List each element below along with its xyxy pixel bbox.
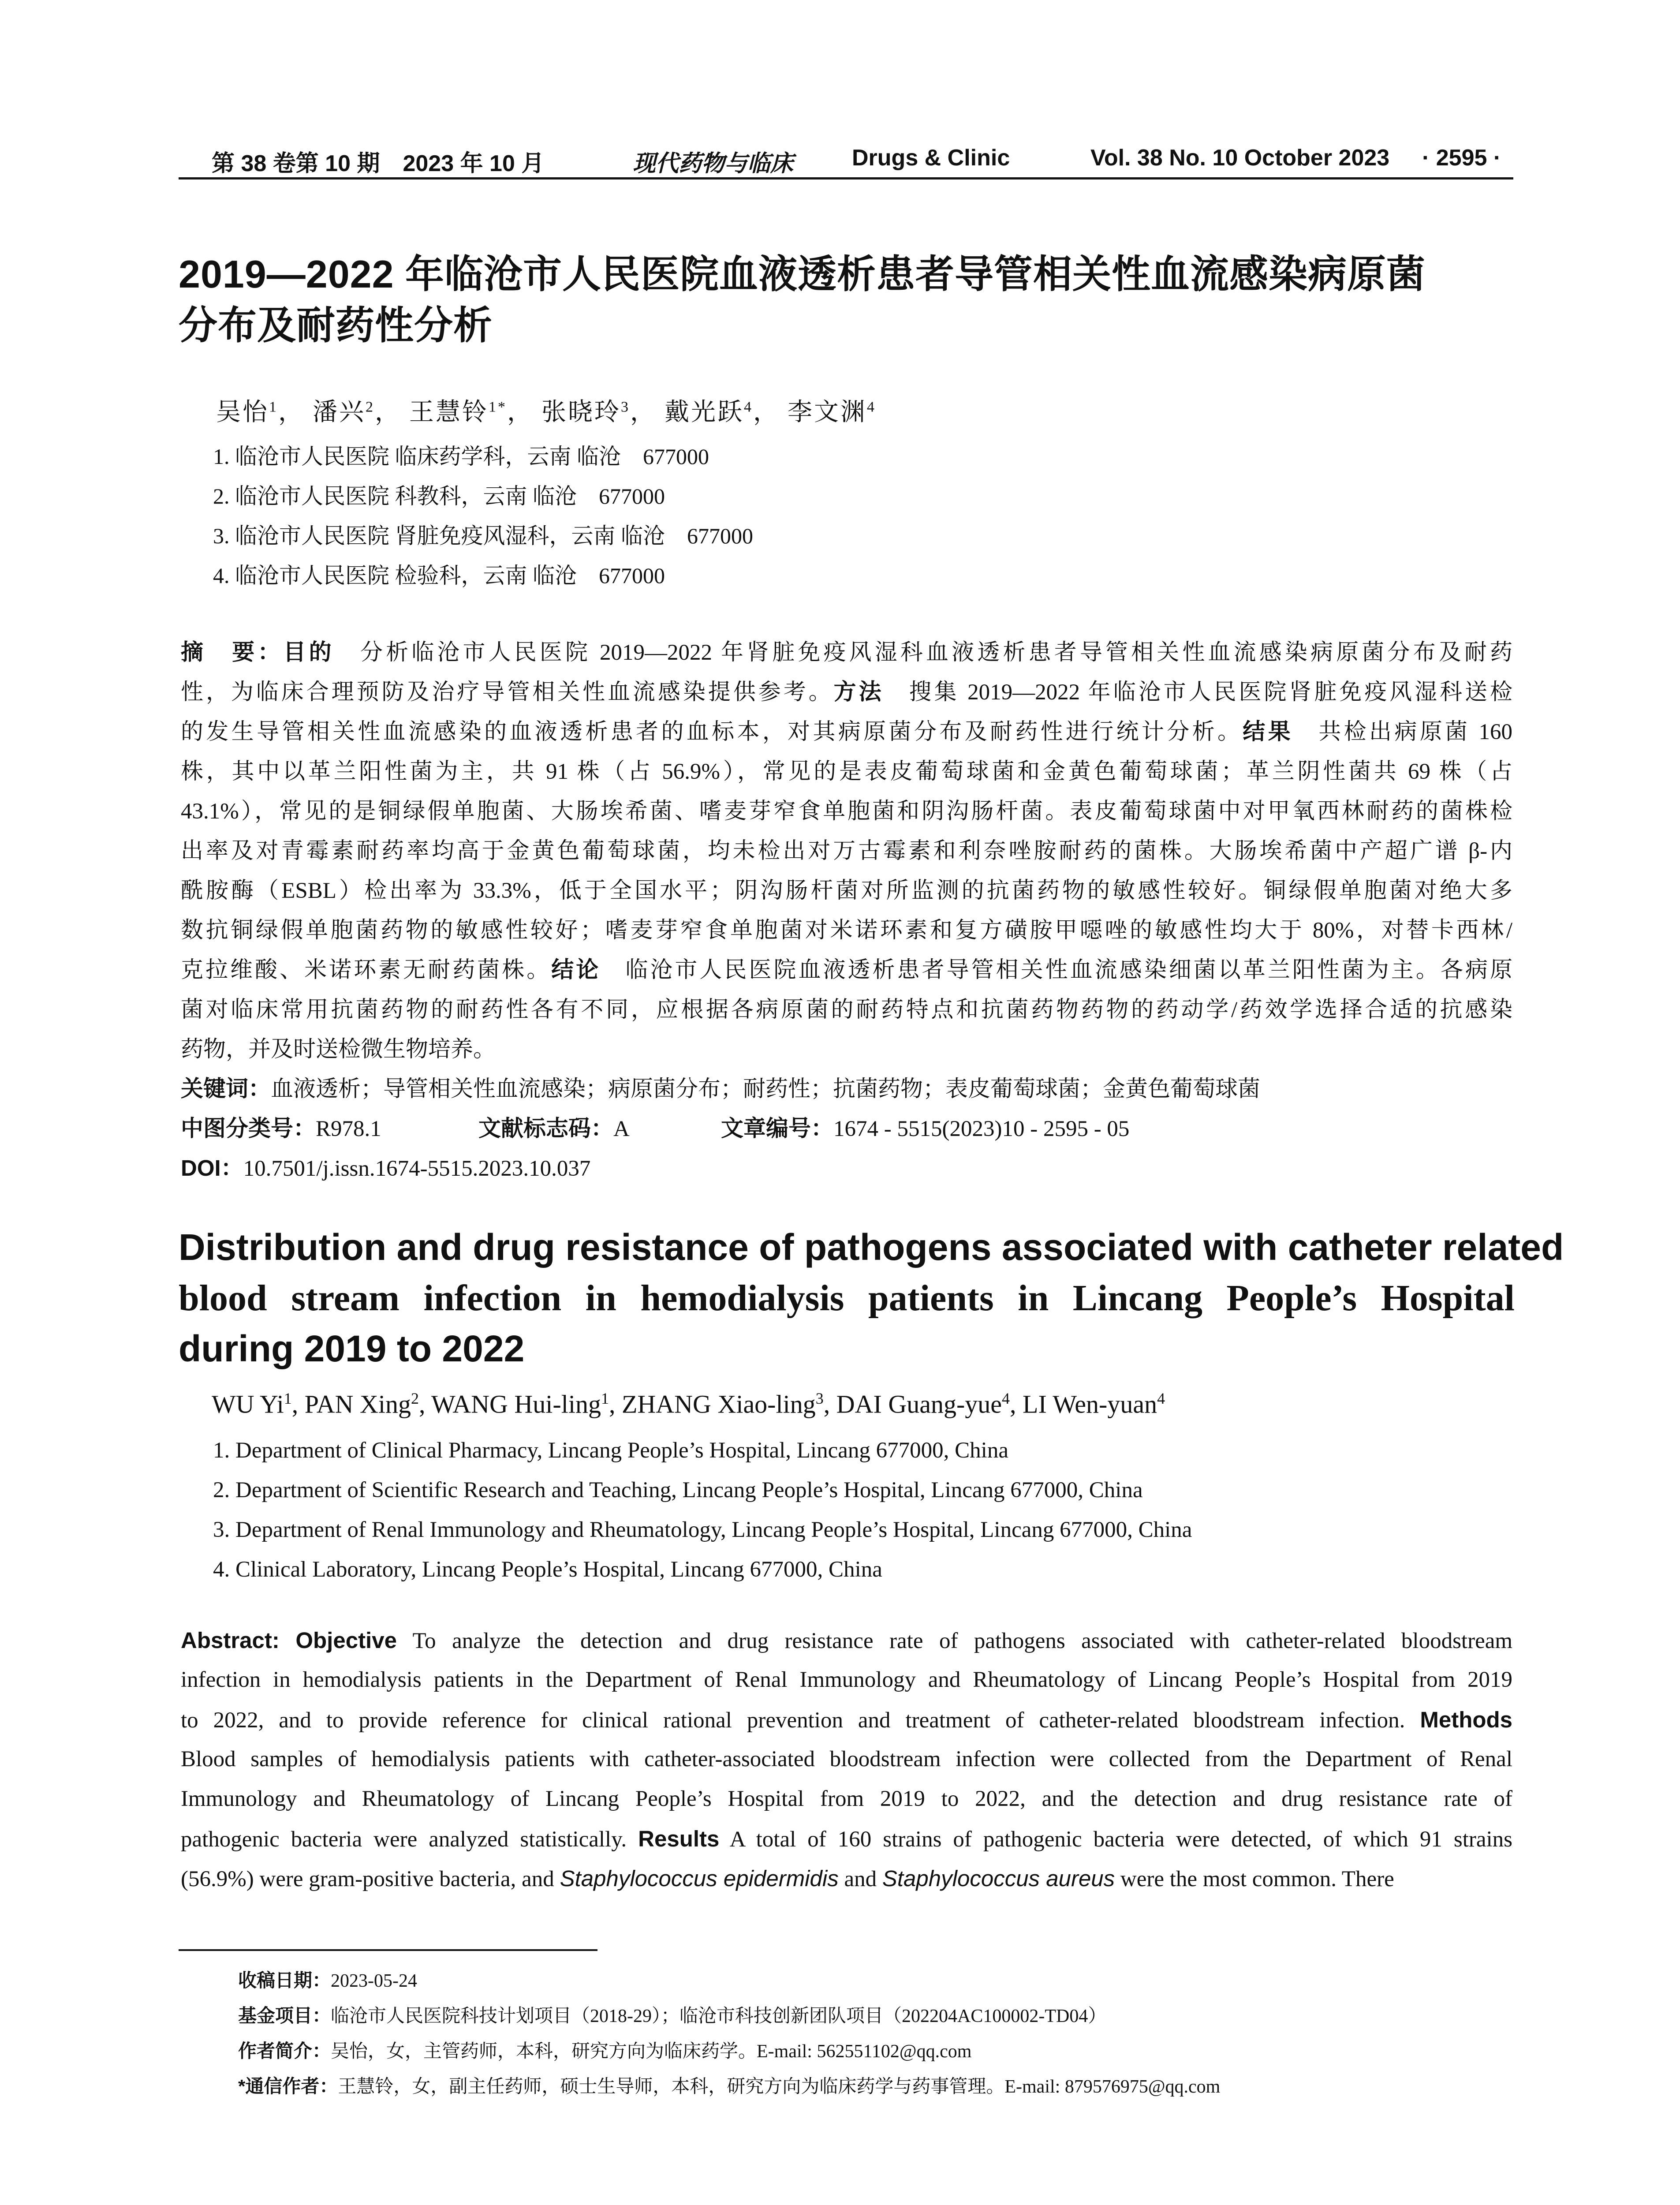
- abstract-cn-line: 酰胺酶（ESBL）检出率为 33.3%，低于全国水平；阴沟肠杆菌对所监测的抗菌药物的敏感性较好。铜绿假单胞菌对绝大多: [181, 878, 1512, 903]
- title-en-line1: Distribution and drug resistance of pathogens associated with catheter related: [179, 1226, 1564, 1268]
- abstract-en-line: Abstract: Objective To analyze the detection and drug resistance rate of pathogens associated with catheter-related bloodstream: [181, 1628, 1513, 1653]
- abstract-cn-line: 43.1%），常见的是铜绿假单胞菌、大肠埃希菌、嗜麦芽窄食单胞菌和阴沟肠杆菌。表皮葡萄球菌中对甲氧西林耐药的菌株检: [181, 799, 1512, 824]
- title-en-line2: blood stream infection in hemodialysis patients in Lincang People’s Hospital: [179, 1278, 1515, 1319]
- keywords-text: 血液透析；导管相关性血流感染；病原菌分布；耐药性；抗菌药物；表皮葡萄球菌；金黄色葡萄球菌: [271, 1077, 1261, 1102]
- journal-name-cn: 现代药物与临床: [633, 150, 794, 177]
- affiliation-en: 3. Department of Renal Immunology and Rheumatology, Lincang People’s Hospital, Lincang 677000, China: [213, 1517, 1192, 1542]
- issue-cn: 第 38 卷第 10 期 2023 年 10 月: [212, 151, 545, 176]
- author-name: 潘兴: [313, 399, 366, 426]
- results-label-en: Results: [638, 1826, 720, 1851]
- affiliation-cn: 3. 临沧市人民医院 肾脏免疫风湿科，云南 临沧 677000: [213, 523, 753, 548]
- clc-code: R978.1: [316, 1117, 381, 1141]
- author-name: WANG Hui-ling: [431, 1390, 601, 1419]
- footnote-bio: 作者简介：吴怡，女，主管药师，本科，研究方向为临床药学。E-mail: 562551102@qq.com: [238, 2041, 972, 2062]
- abstract-en-line: to 2022, and to provide reference for clinical rational prevention and treatment of catheter-related bloodstream infection. Methods: [181, 1707, 1513, 1733]
- author-sup: 4: [1002, 1390, 1010, 1407]
- issue-en: Vol. 38 No. 10 October 2023: [1090, 145, 1390, 171]
- keywords-cn: [181, 1070, 1260, 1103]
- footnote-corresponding: *通信作者：王慧铃，女，副主任药师，硕士生导师，本科，研究方向为临床药学与药事管理。E-mail: 879576975@qq.com: [238, 2076, 1221, 2097]
- abstract-cn-label: 摘 要：: [181, 639, 284, 665]
- title-cn-line2: 分布及耐药性分析: [179, 303, 493, 347]
- abstract-cn-line: 株，其中以革兰阳性菌为主，共 91 株（占 56.9%），常见的是表皮葡萄球菌和金黄色葡萄球菌；革兰阴性菌共 69 株（占: [181, 759, 1512, 784]
- author-sup: 1: [601, 1390, 609, 1407]
- abstract-en-line: Immunology and Rheumatology of Lincang People’s Hospital from 2019 to 2022, and the detection and drug resistance rate of: [181, 1786, 1512, 1811]
- classification-line: 中图分类号：R978.1: [181, 1116, 381, 1141]
- conclusion-label-cn: 结论: [551, 957, 601, 982]
- species-name: Staphylococcus epidermidis: [560, 1866, 839, 1891]
- title-cn-line1: 2019—2022 年临沧市人民医院血液透析患者导管相关性血流感染病原菌: [179, 252, 1426, 296]
- abstract-cn-line: 数抗铜绿假单胞菌药物的敏感性较好；嗜麦芽窄食单胞菌对米诺环素和复方磺胺甲噁唑的敏感性均大于 80%，对替卡西林/: [181, 918, 1512, 943]
- author-sup: 1: [284, 1390, 292, 1407]
- affiliation-en: 4. Clinical Laboratory, Lincang People’s Hospital, Lincang 677000, China: [213, 1557, 882, 1582]
- author-name: 王慧铃: [409, 399, 489, 426]
- objective-label-cn: 目的: [283, 639, 335, 665]
- author-name: WU Yi: [212, 1390, 284, 1419]
- results-label-cn: 结果: [1243, 719, 1293, 744]
- abstract-en-line: pathogenic bacteria were analyzed statistically. Results A total of 160 strains of pathogenic bacteria were detected, of which 91 strains: [181, 1826, 1513, 1852]
- abstract-cn-line: 药物，并及时送检微生物培养。: [181, 1037, 496, 1062]
- page-number: · 2595 ·: [1422, 145, 1501, 171]
- affiliation-cn: 1. 临沧市人民医院 临床药学科，云南 临沧 677000: [213, 444, 709, 469]
- footnote-fund: 基金项目：临沧市人民医院科技计划项目（2018-29）；临沧市科技创新团队项目（202204AC100002-TD04）: [238, 2005, 1107, 2026]
- author-name: 戴光跃: [665, 399, 744, 426]
- abstract-en-line: (56.9%) were gram-positive bacteria, and Staphylococcus epidermidis and Staphylococcus aureus were the most common. There: [181, 1866, 1394, 1891]
- methods-label-cn: 方法: [833, 679, 884, 704]
- footnote-received: 收稿日期：2023-05-24: [238, 1970, 417, 1991]
- journal-name-en: Drugs & Clinic: [852, 145, 1010, 171]
- author-name: LI Wen-yuan: [1023, 1390, 1157, 1419]
- affiliation-cn: 2. 临沧市人民医院 科教科，云南 临沧 677000: [213, 484, 665, 508]
- author-sup: 4: [1157, 1390, 1165, 1407]
- author-sup: 1: [269, 399, 278, 415]
- abstract-cn-line: 出率及对青霉素耐药率均高于金黄色葡萄球菌，均未检出对万古霉素和利奈唑胺耐药的菌株。大肠埃希菌中产超广谱 β-内: [181, 839, 1512, 863]
- author-sup: 4: [744, 399, 753, 415]
- article-number: 文章编号：1674 - 5515(2023)10 - 2595 - 05: [721, 1116, 1130, 1141]
- abstract-en-label: Abstract:: [181, 1628, 280, 1653]
- author-sup: 2: [411, 1390, 419, 1407]
- author-name: 张晓玲: [541, 399, 621, 426]
- abstract-cn-line: 的发生导管相关性血流感染的血液透析患者的血标本，对其病原菌分布及耐药性进行统计分析。结果 共检出病原菌 160: [181, 719, 1512, 744]
- species-name: Staphylococcus aureus: [882, 1866, 1115, 1891]
- author-name: 李文渊: [788, 399, 867, 426]
- methods-label-en: Methods: [1420, 1707, 1513, 1732]
- keywords-label: 关键词：: [181, 1076, 271, 1101]
- author-name: ZHANG Xiao-ling: [621, 1390, 816, 1419]
- author-sup: 3: [815, 1390, 824, 1407]
- objective-label-en: Objective: [295, 1628, 397, 1653]
- abstract-en-line: Blood samples of hemodialysis patients with catheter-associated bloodstream infection were collected from the Department of Renal: [181, 1747, 1512, 1771]
- author-sup: 2: [366, 399, 375, 415]
- footnote-rule: [179, 1949, 597, 1951]
- affiliation-cn: 4. 临沧市人民医院 检验科，云南 临沧 677000: [213, 563, 665, 588]
- author-name: PAN Xing: [304, 1390, 411, 1419]
- author-sup: 3: [621, 399, 630, 415]
- running-header: [179, 140, 1513, 175]
- authors-en: WU Yi$^1$, PAN Xing$^2$, WANG Hui-ling$^1$, ZHANG Xiao-ling$^3$, DAI Guang-yue$^4$, LI Wen-yuan$^4$: [212, 1390, 1165, 1419]
- doi-line: [181, 1150, 590, 1182]
- affiliation-en: 2. Department of Scientific Research and Teaching, Lincang People’s Hospital, Lincang 677000, China: [213, 1478, 1143, 1502]
- abstract-cn-line: 摘 要：目的 分析临沧市人民医院 2019—2022 年肾脏免疫风湿科血液透析患者导管相关性血流感染病原菌分布及耐药: [181, 639, 1512, 665]
- affiliation-en: 1. Department of Clinical Pharmacy, Lincang People’s Hospital, Lincang 677000, China: [213, 1438, 1008, 1463]
- doi-label: DOI：: [181, 1155, 243, 1181]
- header-rule: [179, 177, 1513, 179]
- title-en-line3: during 2019 to 2022: [179, 1328, 525, 1369]
- abstract-cn-line: 性，为临床合理预防及治疗导管相关性血流感染提供参考。方法 搜集 2019—2022 年临沧市人民医院肾脏免疫风湿科送检: [181, 679, 1512, 705]
- abstract-cn-line: 菌对临床常用抗菌药物的耐药性各有不同，应根据各病原菌的耐药特点和抗菌药物药物的药动学/药效学选择合适的抗感染: [181, 998, 1512, 1022]
- author-name: 吴怡: [216, 399, 269, 426]
- author-name: DAI Guang-yue: [836, 1390, 1002, 1419]
- author-sup: 1*: [489, 399, 507, 415]
- abstract-cn-line: 克拉维酸、米诺环素无耐药菌株。结论 临沧市人民医院血液透析患者导管相关性血流感染细菌以革兰阳性菌为主。各病原: [181, 957, 1512, 983]
- abstract-en-line: infection in hemodialysis patients in the Department of Renal Immunology and Rheumatology of Lincang People’s Hospital from 2019: [181, 1667, 1512, 1692]
- doi-value: 10.7501/j.issn.1674-5515.2023.10.037: [243, 1156, 591, 1181]
- document-code: 文献标志码：A: [478, 1116, 630, 1141]
- authors-cn: 吴怡$^1$， 潘兴$^2$， 王慧铃$^{1*}$， 张晓玲$^3$， 戴光跃$^4$， 李文渊$^4$: [216, 399, 876, 426]
- author-sup: 4: [867, 399, 876, 415]
